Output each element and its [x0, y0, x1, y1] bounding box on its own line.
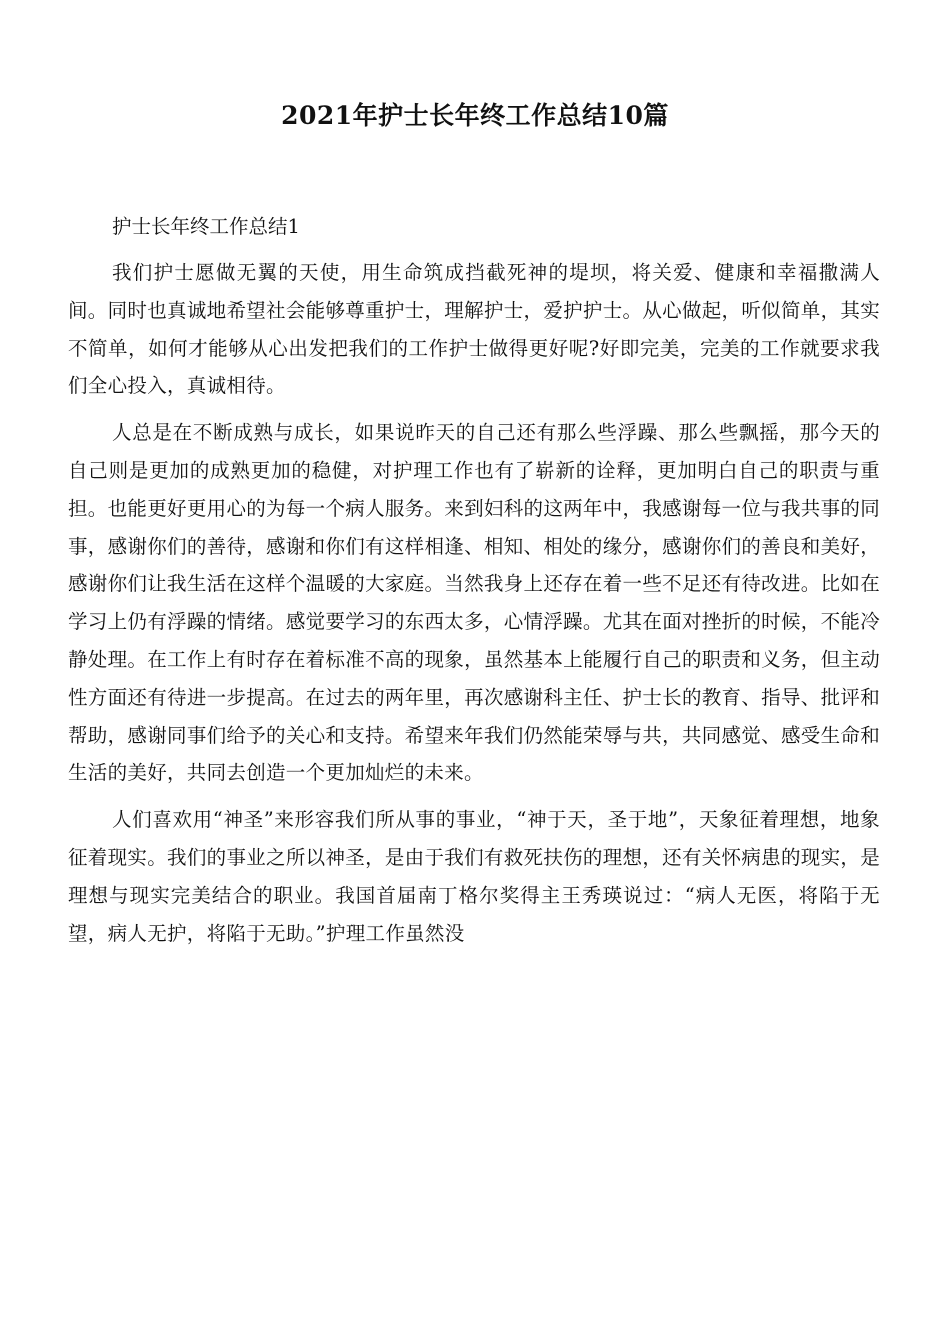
- paragraph-3: 人们喜欢用“神圣”来形容我们所从事的事业，“神于天，圣于地”，天象征着理想，地象征着现实。我们的事业之所以神圣，是由于我们有救死扶伤的理想，还有关怀病患的现实，是理想与现实完美结合的职业。我国首届南丁格尔奖得主王秀瑛说过：“病人无医，将陷于无望，病人无护，将陷于无助。”护理工作虽然没: [68, 808, 880, 945]
- section-title: 护士长年终工作总结1: [112, 215, 300, 238]
- paragraph-1: 我们护士愿做无翼的天使，用生命筑成挡截死神的堤坝，将关爱、健康和幸福撒满人间。同时也真诚地希望社会能够尊重护士，理解护士，爱护护士。从心做起，听似简单，其实不简单，如何才能够从心出发把我们的工作护士做得更好呢?好即完美，完美的工作就要求我们全心投入，真诚相待。: [68, 261, 880, 398]
- paragraph-2: 人总是在不断成熟与成长，如果说昨天的自己还有那么些浮躁、那么些飘摇，那今天的自己则是更加的成熟更加的稳健，对护理工作也有了崭新的诠释，更加明白自己的职责与重担。也能更好更用心的为每一个病人服务。来到妇科的这两年中，我感谢每一位与我共事的同事，感谢你们的善待，感谢和你们有这样相逢、相知、相处的缘分，感谢你们的善良和美好，感谢你们让我生活在这样个温暖的大家庭。当然我身上还存在着一些不足还有待改进。比如在学习上仍有浮躁的情绪。感觉要学习的东西太多，心情浮躁。尤其在面对挫折的时候，不能冷静处理。在工作上有时存在着标准不高的现象，虽然基本上能履行自己的职责和义务，但主动性方面还有待进一步提高。在过去的两年里，再次感谢科主任、护士长的教育、指导、批评和帮助，感谢同事们给予的关心和支持。希望来年我们仍然能荣辱与共，共同感觉、感受生命和生活的美好，共同去创造一个更加灿烂的未来。: [68, 421, 880, 785]
- document-body: [68, 208, 880, 961]
- document-title: 2021年护士长年终工作总结10篇: [281, 101, 669, 130]
